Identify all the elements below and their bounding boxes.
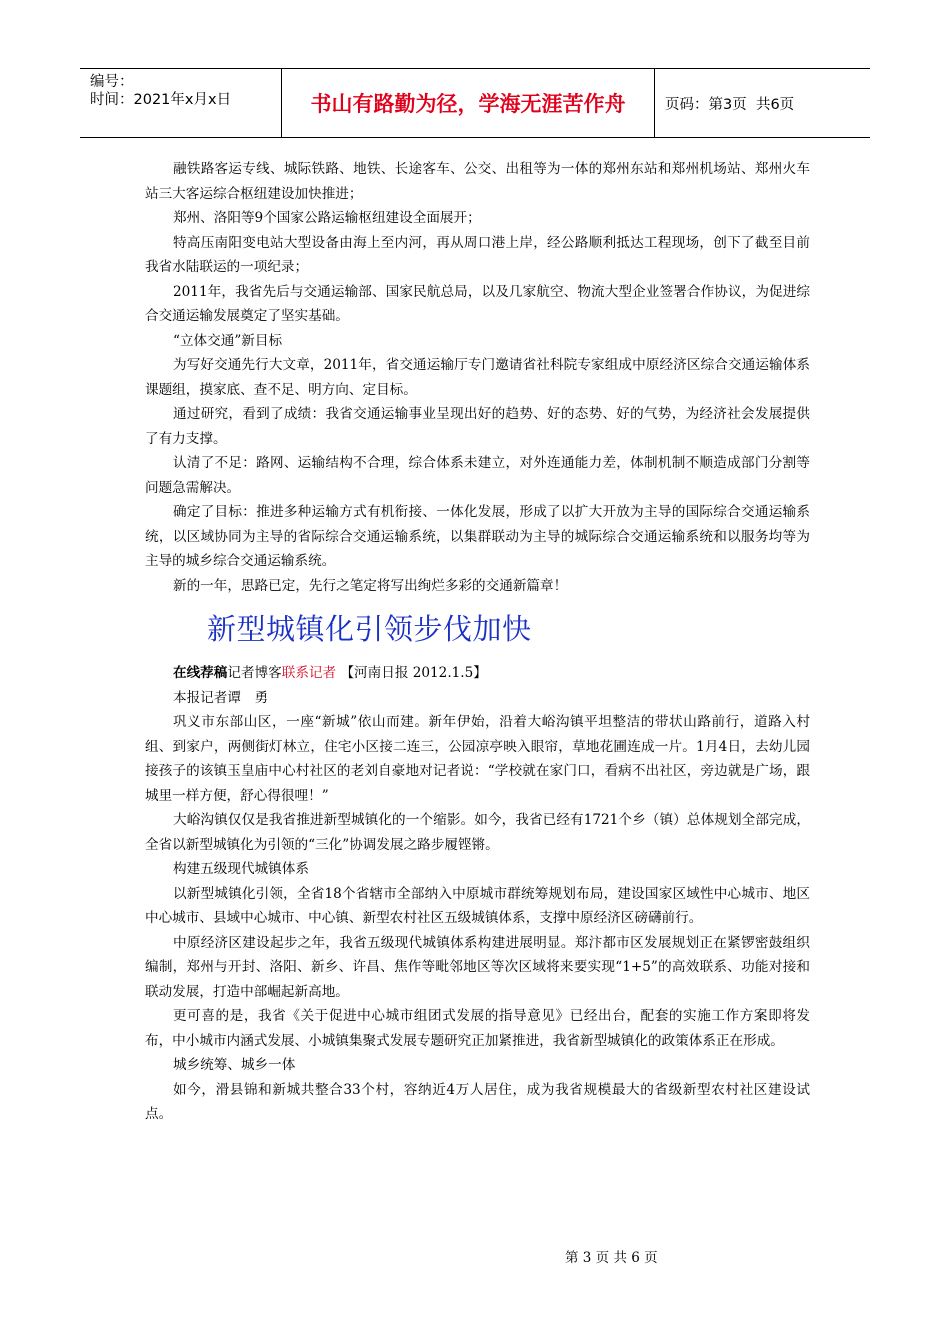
section-subheading: 构建五级现代城镇体系 <box>173 861 309 877</box>
header-page-number: 页码：第3页 共6页 <box>665 96 795 113</box>
document-number-label: 编号： <box>90 74 134 90</box>
byline-blog-link[interactable]: 记者博客 <box>227 665 282 681</box>
body-paragraph: 2011年，我省先后与交通运输部、国家民航总局，以及几家航空、物流大型企业签署合作协议，为促进综合交通运输发展奠定了坚实基础。 <box>145 283 810 324</box>
header-motto-cell <box>282 69 655 137</box>
header-page-cell <box>655 69 870 137</box>
body-paragraph: 新的一年，思路已定，先行之笔定将写出绚烂多彩的交通新篇章！ <box>173 577 568 594</box>
body-paragraph: 如今，滑县锦和新城共整合33个村，容纳近4万人居住，成为我省规模最大的省级新型农村社区建设试点。 <box>145 1081 810 1122</box>
body-paragraph: 融铁路客运专线、城际铁路、地铁、长途客车、公交、出租等为一体的郑州东站和郑州机场站、郑州火车站三大客运综合枢纽建设加快推进； <box>145 161 810 202</box>
document-body <box>145 157 810 1127</box>
article-title: 新型城镇化引领步伐加快 <box>207 612 532 646</box>
page-header <box>80 68 870 138</box>
body-paragraph: 以新型城镇化引领，全省18个省辖市全部纳入中原城市群统筹规划布局，建设国家区域性中心城市、地区中心城市、县域中心城市、中心镇、新型农村社区五级城镇体系，支撑中原经济区磅礴前行。 <box>145 885 810 926</box>
body-paragraph: 认清了不足：路网、运输结构不合理，综合体系未建立，对外连通能力差，体制机制不顺造成部门分割等问题急需解决。 <box>145 455 810 496</box>
document-time-label: 时间：2021年x月x日 <box>90 92 232 108</box>
section-subheading: 城乡统筹、城乡一体 <box>173 1057 296 1073</box>
body-paragraph: 大峪沟镇仅仅是我省推进新型城镇化的一个缩影。如今，我省已经有1721个乡（镇）总体规划全部完成，全省以新型城镇化为引领的“三化”协调发展之路步履铿锵。 <box>145 812 810 853</box>
byline-contact-link[interactable]: 联系记者 <box>281 665 337 681</box>
body-paragraph: 为写好交通先行大文章，2011年，省交通运输厅专门邀请省社科院专家组成中原经济区综合交通运输体系课题组，摸家底、查不足、明方向、定目标。 <box>145 357 810 398</box>
body-paragraph: 巩义市东部山区，一座“新城”依山而建。新年伊始，沿着大峪沟镇平坦整洁的带状山路前行，道路入村组、到家户，两侧街灯林立，住宅小区接二连三，公园凉亭映入眼帘，草地花圃连成一片。1月4日，去幼儿园接孩子的该镇玉皇庙中心村社区的老刘自豪地对记者说：“学校就在家门口，看病不出社区，旁边就是广场，跟城里一样方便，舒心得很哩！” <box>145 714 810 804</box>
reporter-line: 本报记者谭 勇 <box>173 689 269 706</box>
header-motto: 书山有路勤为径，学海无涯苦作舟 <box>310 92 626 116</box>
body-paragraph: 通过研究，看到了成绩：我省交通运输事业呈现出好的趋势、好的态势、好的气势，为经济社会发展提供了有力支撑。 <box>145 406 810 447</box>
section-subheading: “立体交通”新目标 <box>173 332 283 349</box>
header-info-cell <box>80 69 282 137</box>
byline-recommend-link[interactable]: 在线荐稿 <box>173 665 228 681</box>
body-paragraph: 确定了目标：推进多种运输方式有机衔接、一体化发展，形成了以扩大开放为主导的国际综合交通运输系统，以区域协同为主导的省际综合交通运输系统，以集群联动为主导的城际综合交通运输系统和以服务均等为主导的城乡综合交通运输系统。 <box>145 504 810 569</box>
article-byline <box>145 661 810 686</box>
body-paragraph: 中原经济区建设起步之年，我省五级现代城镇体系构建进展明显。郑汴都市区发展规划正在紧锣密鼓组织编制，郑州与开封、洛阳、新乡、许昌、焦作等毗邻地区等次区域将来要实现“1+5”的高效联系、功能对接和联动发展，打造中部崛起新高地。 <box>145 934 810 1000</box>
body-paragraph: 特高压南阳变电站大型设备由海上至内河，再从周口港上岸，经公路顺利抵达工程现场，创下了截至目前我省水陆联运的一项纪录； <box>145 234 810 275</box>
byline-source: 【河南日报 2012.1.5】 <box>336 665 487 681</box>
body-paragraph: 郑州、洛阳等9个国家公路运输枢纽建设全面展开； <box>173 210 481 226</box>
page-footer: 第 3 页 共 6 页 <box>565 1250 658 1266</box>
body-paragraph: 更可喜的是，我省《关于促进中心城市组团式发展的指导意见》已经出台，配套的实施工作方案即将发布，中小城市内涵式发展、小城镇集聚式发展专题研究正加紧推进，我省新型城镇化的政策体系正在形成。 <box>145 1008 810 1049</box>
